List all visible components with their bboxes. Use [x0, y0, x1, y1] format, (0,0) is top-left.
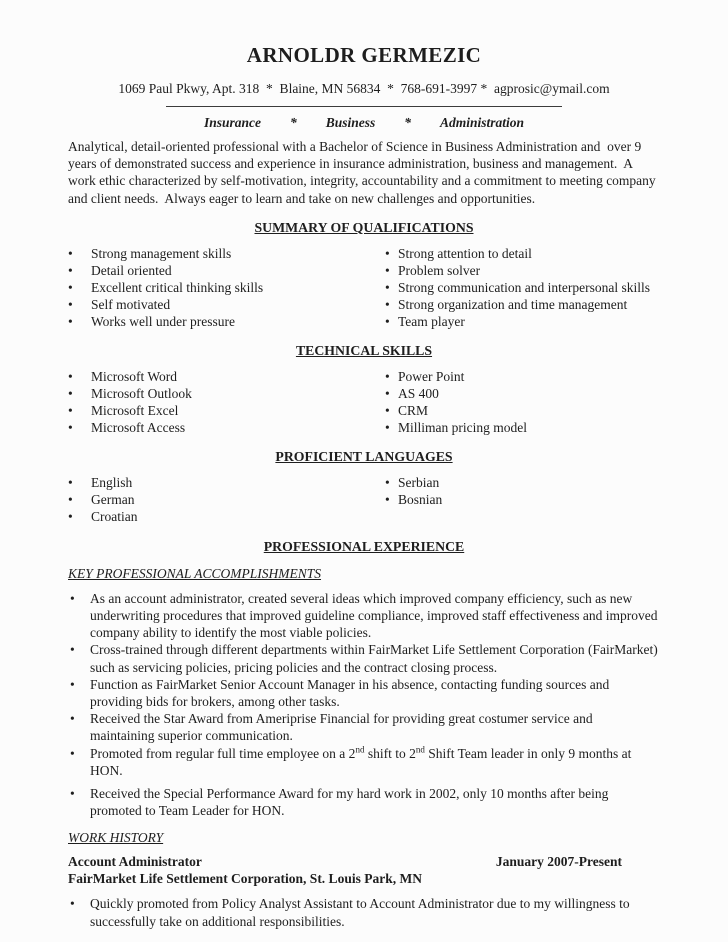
job-dates: January 2007-Present [495, 854, 622, 870]
job-company: FairMarket Life Settlement Corporation, St. Louis Park, MN [68, 871, 422, 887]
section-heading-technical-skills: TECHNICAL SKILLS [295, 342, 433, 358]
list-item: • Croatian [68, 508, 385, 525]
list-item: • Strong organization and time management [385, 296, 660, 313]
tagline [68, 115, 660, 131]
languages-list-right [385, 474, 660, 525]
list-item: • Microsoft Outlook [68, 385, 385, 402]
summary-paragraph: Analytical, detail-oriented professional with a Bachelor of Science in Business Administration and over 9 years of demonstrated success and experience in insurance administration, business and management. A work ethic characterized by self-motivation, integrity, accountability and a commitment to meeting company and client needs. Always eager to learn and take on new challenges and opportunities. [68, 139, 660, 206]
bullet-text: Shift Team leader in only 9 months at HON. [90, 745, 632, 778]
list-item: • Self motivated [68, 296, 385, 313]
qualifications-list-right [385, 245, 660, 330]
list-item: • Excellent critical thinking skills [68, 279, 385, 296]
qualifications-list-left [68, 245, 385, 330]
list-item: • Received the Star Award from Ameriprise Financial for providing great costumer service and maintaining superior communication. [68, 710, 660, 744]
subheading-work-history: WORK HISTORY [68, 830, 164, 846]
tagline-separator: * [289, 115, 297, 130]
list-item: • Milliman pricing model [385, 419, 660, 436]
list-item: • Power Point [385, 368, 660, 385]
list-item: • Cross-trained through different departments within FairMarket Life Settlement Corporation (FairMarket) such as servicing policies, pricing policies and the contract closing process. [68, 641, 660, 675]
list-item: • German [68, 491, 385, 508]
bullet-text: Promoted from regular full time employee on a 2 [90, 745, 356, 761]
ordinal-superscript: nd [355, 744, 365, 755]
list-item: • Strong communication and interpersonal skills [385, 279, 660, 296]
list-item: • Quickly promoted from Policy Analyst Assistant to Account Administrator due to my willingness to successfully take on additional responsibilities. [68, 895, 660, 929]
list-item: • CRM [385, 402, 660, 419]
header-divider [166, 106, 562, 107]
qualifications-lists [68, 245, 660, 330]
tagline-item-business: Business [325, 115, 376, 130]
job-bullet-list [68, 895, 660, 929]
list-item: • Microsoft Access [68, 419, 385, 436]
section-heading-languages: PROFICIENT LANGUAGES [275, 448, 453, 464]
ordinal-superscript: nd [415, 744, 425, 755]
accomplishments-list [68, 590, 660, 820]
list-item: • Microsoft Excel [68, 402, 385, 419]
list-item: • Microsoft Word [68, 368, 385, 385]
list-item: • Received the Special Performance Award for my hard work in 2002, only 10 months after being promoted to Team Leader for HON. [68, 785, 660, 819]
job-header-row [68, 853, 660, 870]
technical-list-right [385, 368, 660, 436]
section-heading-experience: PROFESSIONAL EXPERIENCE [263, 538, 465, 554]
list-item: • Bosnian [385, 491, 660, 508]
job-title: Account Administrator [68, 854, 202, 870]
resume-name: ARNOLDR GERMEZIC [246, 43, 482, 67]
bullet-text: shift to 2 [364, 745, 416, 761]
tagline-item-administration: Administration [440, 115, 525, 130]
section-heading-qualifications: SUMMARY OF QUALIFICATIONS [254, 219, 474, 235]
contact-line: 1069 Paul Pkwy, Apt. 318 * Blaine, MN 56834 * 768-691-3997 * agprosic@ymail.com [118, 81, 610, 96]
technical-list-left [68, 368, 385, 436]
languages-lists [68, 474, 660, 525]
list-item: • AS 400 [385, 385, 660, 402]
list-item: • Strong attention to detail [385, 245, 660, 262]
languages-list-left [68, 474, 385, 525]
list-item: • English [68, 474, 385, 491]
technical-skills-lists [68, 368, 660, 436]
tagline-item-insurance: Insurance [203, 115, 261, 130]
list-item [68, 745, 660, 779]
list-item: • Function as FairMarket Senior Account Manager in his absence, contacting funding sources and providing bids for brokers, among other tasks. [68, 676, 660, 710]
tagline-separator: * [404, 115, 411, 130]
list-item: • Team player [385, 313, 660, 330]
list-item: • Serbian [385, 474, 660, 491]
list-item: • Strong management skills [68, 245, 385, 262]
list-item: • Detail oriented [68, 262, 385, 279]
list-item: • Problem solver [385, 262, 660, 279]
list-item: • Works well under pressure [68, 313, 385, 330]
list-item: • As an account administrator, created several ideas which improved company efficiency, such as new underwriting procedures that improved guideline compliance, improved staff effectiveness and improved company ability to identify the most viable policies. [68, 590, 660, 642]
subheading-key-accomplishments: KEY PROFESSIONAL ACCOMPLISHMENTS [68, 565, 322, 581]
